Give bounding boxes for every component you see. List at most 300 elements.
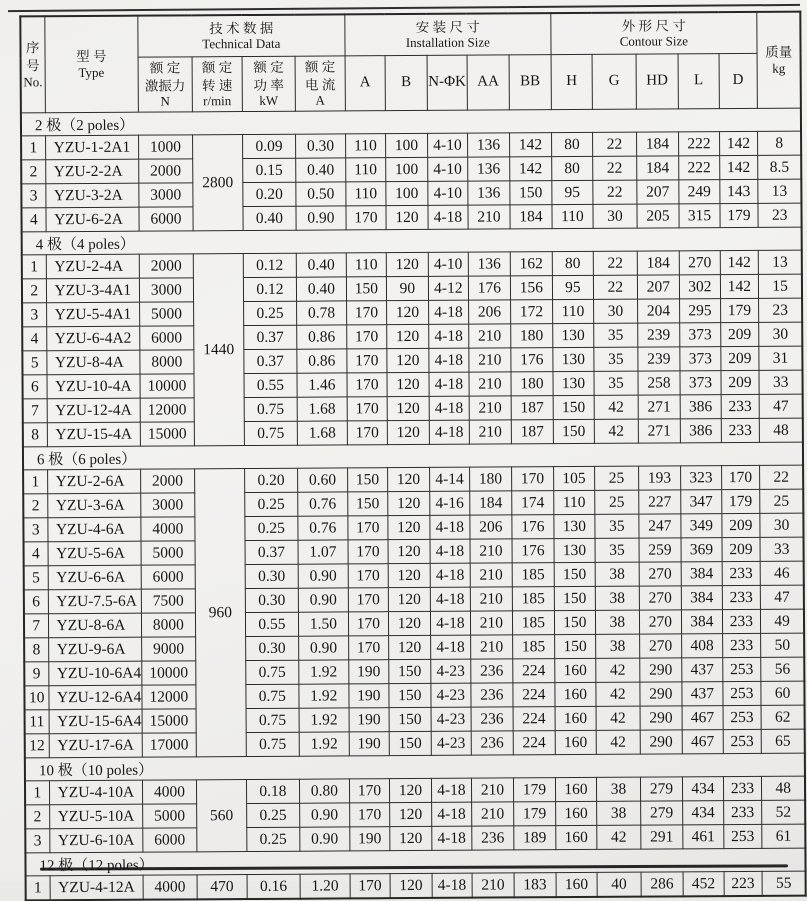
- spec-cell: 253: [723, 681, 761, 705]
- spec-cell: 6000: [143, 828, 197, 852]
- spec-cell: 38: [595, 562, 639, 586]
- spec-cell: 233: [722, 609, 760, 633]
- spec-cell: 150: [389, 683, 431, 707]
- spec-cell: 323: [680, 466, 721, 490]
- spec-cell: 185: [512, 563, 554, 587]
- spec-cell: 0.55: [244, 373, 297, 397]
- spec-cell: 4-18: [430, 587, 470, 611]
- spec-cell: 4-18: [430, 515, 470, 539]
- spec-cell: 236: [471, 683, 513, 707]
- spec-cell: 0.25: [243, 301, 296, 325]
- spec-cell: 295: [679, 299, 720, 323]
- spec-cell: 120: [388, 635, 430, 659]
- spec-cell: 210: [470, 635, 512, 659]
- spec-cell: 224: [513, 683, 555, 707]
- spec-cell: 253: [723, 705, 761, 729]
- spec-cell: 2: [21, 160, 45, 184]
- spec-cell: 271: [638, 419, 680, 443]
- header-text-line: kg: [772, 60, 786, 76]
- spec-cell: 100: [386, 181, 428, 205]
- spec-cell: YZU-8-4A: [46, 350, 140, 375]
- spec-cell: 130: [553, 347, 594, 371]
- spec-cell: 384: [681, 610, 722, 634]
- spec-cell: 162: [510, 252, 552, 276]
- spec-cell: YZU-1-2A1: [45, 135, 139, 160]
- spec-cell: 160: [555, 730, 596, 754]
- spec-cell: 2000: [139, 159, 193, 183]
- spec-cell: 0.78: [296, 301, 346, 325]
- spec-cell: 30: [760, 513, 804, 537]
- spec-cell: 236: [471, 707, 513, 731]
- col-subheader-7: [467, 55, 509, 110]
- spec-cell: 170: [349, 779, 389, 803]
- group-header-2: [551, 12, 757, 55]
- spec-cell: 0.18: [246, 779, 299, 803]
- spec-cell: 143: [720, 179, 758, 203]
- header-text-line: H: [566, 73, 578, 90]
- spec-cell: 1: [23, 470, 47, 494]
- spec-cell: 258: [638, 371, 680, 395]
- group-header-0: [138, 14, 345, 57]
- spec-cell: 4-12: [428, 276, 468, 300]
- spec-cell: 170: [348, 636, 388, 660]
- spec-cell: 11: [25, 710, 49, 734]
- spec-cell: 120: [387, 324, 429, 348]
- spec-cell: 48: [759, 418, 803, 442]
- spec-cell: 136: [467, 133, 509, 157]
- col-subheader-8: [509, 55, 551, 110]
- spec-cell: 373: [680, 347, 721, 371]
- spec-cell: YZU-12-6A4: [48, 685, 142, 710]
- spec-cell: 170: [346, 206, 386, 230]
- spec-cell: 4-18: [430, 611, 470, 635]
- spec-cell: 222: [679, 156, 720, 180]
- spec-cell: 4-10: [428, 157, 468, 181]
- spec-cell: 253: [723, 729, 761, 753]
- col-subheader-13: [719, 53, 757, 108]
- spec-cell: 170: [347, 325, 387, 349]
- spec-cell: YZU-5-4A1: [46, 302, 140, 327]
- spec-cell: 1.92: [299, 660, 349, 684]
- spec-cell: 467: [682, 706, 723, 730]
- spec-cell: 110: [345, 134, 385, 158]
- spec-cell: 0.75: [246, 732, 299, 756]
- header-text-line: BB: [520, 73, 541, 90]
- spec-cell: 180: [511, 372, 553, 396]
- spec-cell: 170: [348, 516, 388, 540]
- spec-cell: 65: [761, 729, 805, 753]
- spec-cell: 0.55: [245, 612, 298, 636]
- section-header-1: 4 极（4 poles）: [22, 227, 803, 255]
- spec-cell: 193: [638, 466, 680, 490]
- spec-cell: 270: [639, 586, 681, 610]
- spec-cell: 461: [683, 825, 724, 849]
- col-header-mass: [757, 12, 802, 109]
- spec-cell: 190: [349, 732, 389, 756]
- spec-cell: 50: [760, 633, 804, 657]
- spec-cell: 110: [346, 253, 386, 277]
- spec-cell: 223: [724, 871, 762, 896]
- spec-cell: 142: [720, 274, 758, 298]
- spec-cell: 176: [511, 348, 553, 372]
- spec-cell: 0.60: [297, 468, 347, 492]
- spec-cell: YZU-12-4A: [47, 398, 141, 423]
- spec-cell: 302: [679, 275, 720, 299]
- spec-cell: 120: [386, 205, 428, 229]
- spec-cell: 22: [592, 132, 636, 156]
- spec-cell: YZU-4-6A: [47, 517, 141, 542]
- spec-cell: 47: [760, 585, 804, 609]
- spec-cell: 120: [387, 396, 429, 420]
- spec-cell: YZU-8-6A: [48, 613, 142, 638]
- spec-cell: 170: [346, 301, 386, 325]
- spec-cell: 42: [596, 730, 640, 754]
- spec-cell: 142: [719, 131, 757, 155]
- header-text-line: Type: [78, 64, 105, 80]
- spec-cell: 90: [386, 276, 428, 300]
- spec-cell: 7: [23, 399, 47, 423]
- spec-cell: 239: [638, 323, 680, 347]
- spec-cell: 0.12: [243, 277, 296, 301]
- spec-cell: YZU-6-6A: [48, 565, 142, 590]
- spec-cell: 42: [596, 706, 640, 730]
- spec-cell: 0.25: [245, 516, 298, 540]
- spec-cell: 270: [639, 634, 681, 658]
- spec-cell: 4-18: [430, 563, 470, 587]
- spec-cell: 437: [682, 658, 723, 682]
- spec-cell: 22: [593, 180, 637, 204]
- spec-cell: 1: [25, 781, 49, 805]
- spec-cell: 150: [346, 277, 386, 301]
- spec-cell: 0.76: [298, 492, 348, 516]
- section-header-0: 2 极（2 poles）: [21, 108, 802, 136]
- header-text-line: AA: [477, 73, 499, 90]
- spec-cell: 1.92: [299, 708, 349, 732]
- speed-cell: 1440: [193, 254, 244, 446]
- col-header-type: [44, 16, 138, 113]
- spec-cell: 3000: [139, 183, 193, 207]
- spec-cell: 13: [758, 179, 802, 203]
- spec-cell: 4-18: [431, 778, 471, 802]
- spec-cell: 2000: [139, 254, 193, 278]
- spec-cell: 10000: [140, 374, 194, 398]
- spec-cell: 160: [555, 706, 596, 730]
- spec-cell: 142: [720, 250, 758, 274]
- spec-cell: 3: [23, 518, 47, 542]
- spec-cell: 270: [639, 562, 681, 586]
- spec-cell: 15000: [140, 422, 194, 446]
- spec-cell: YZU-15-6A4: [49, 709, 143, 734]
- spec-cell: 120: [390, 826, 432, 850]
- spec-cell: 136: [468, 157, 510, 181]
- spec-cell: 7500: [141, 589, 195, 613]
- spec-cell: 4-18: [432, 826, 472, 850]
- header-text-line: B: [401, 74, 412, 91]
- spec-cell: 142: [510, 157, 552, 181]
- spec-cell: 15000: [142, 709, 196, 733]
- spec-cell: 4-23: [431, 683, 471, 707]
- header-text-line: A: [315, 92, 325, 108]
- spec-cell: 120: [390, 873, 432, 898]
- spec-cell: YZU-9-6A: [48, 637, 142, 662]
- spec-cell: 179: [722, 489, 760, 513]
- spec-cell: 210: [468, 205, 510, 229]
- spec-cell: 236: [471, 731, 513, 755]
- spec-cell: 279: [640, 777, 682, 801]
- spec-cell: 120: [387, 372, 429, 396]
- spec-cell: 38: [596, 777, 640, 801]
- spec-cell: 136: [468, 181, 510, 205]
- spec-cell: 35: [594, 323, 638, 347]
- spec-cell: 35: [595, 514, 639, 538]
- spec-cell: 170: [347, 421, 387, 445]
- spec-cell: 467: [682, 730, 723, 754]
- spec-cell: 184: [637, 251, 679, 275]
- spec-cell: 0.90: [296, 206, 346, 230]
- header-text-line: 额 定: [149, 60, 181, 76]
- spec-cell: 3: [21, 184, 45, 208]
- spec-cell: 253: [723, 657, 761, 681]
- spec-cell: 4-18: [428, 300, 468, 324]
- spec-cell: 0.90: [299, 803, 349, 827]
- spec-cell: 0.25: [246, 803, 299, 827]
- spec-cell: 0.09: [242, 134, 295, 158]
- spec-cell: 0.20: [244, 468, 297, 492]
- spec-cell: 224: [513, 707, 555, 731]
- spec-cell: 179: [513, 778, 555, 802]
- spec-cell: 4-14: [429, 467, 469, 491]
- spec-cell: 23: [758, 203, 802, 227]
- spec-cell: 0.25: [245, 492, 298, 516]
- spec-cell: 4-23: [431, 707, 471, 731]
- spec-cell: 210: [469, 420, 511, 444]
- spec-cell: 4-16: [430, 491, 470, 515]
- spec-cell: 349: [681, 514, 722, 538]
- spec-cell: 160: [556, 825, 597, 849]
- col-header-no: [20, 16, 45, 113]
- spec-cell: 210: [469, 324, 511, 348]
- spec-cell: 150: [389, 707, 431, 731]
- spec-cell: 172: [510, 300, 552, 324]
- spec-cell: 373: [680, 371, 721, 395]
- spec-cell: 0.37: [245, 540, 298, 564]
- spec-cell: 210: [469, 372, 511, 396]
- header-text-line: 转 速: [201, 77, 233, 93]
- spec-cell: 120: [386, 300, 428, 324]
- spec-cell: 176: [468, 276, 510, 300]
- spec-cell: 373: [680, 323, 721, 347]
- spec-cell: 170: [350, 874, 390, 899]
- spec-cell: YZU-10-6A4: [48, 661, 142, 686]
- spec-cell: 100: [386, 157, 428, 181]
- spec-cell: 0.50: [296, 182, 346, 206]
- spec-cell: 0.30: [245, 564, 298, 588]
- spec-cell: 22: [593, 156, 637, 180]
- spec-cell: 4-18: [428, 205, 468, 229]
- spec-cell: 1.50: [298, 612, 348, 636]
- spec-cell: 110: [346, 158, 386, 182]
- spec-cell: 120: [388, 539, 430, 563]
- spec-cell: 170: [348, 612, 388, 636]
- col-subheader-12: [678, 54, 719, 109]
- spec-cell: 120: [388, 491, 430, 515]
- spec-cell: 176: [512, 539, 554, 563]
- spec-cell: 437: [682, 682, 723, 706]
- spec-cell: 270: [679, 251, 720, 275]
- spec-cell: YZU-3-2A: [45, 183, 139, 208]
- spec-cell: 95: [552, 180, 593, 204]
- spec-cell: 185: [512, 587, 554, 611]
- spec-cell: 0.20: [243, 182, 296, 206]
- spec-cell: 209: [721, 370, 759, 394]
- spec-cell: 206: [470, 515, 512, 539]
- spec-cell: 206: [468, 300, 510, 324]
- col-subheader-1: [192, 57, 242, 112]
- spec-cell: 0.86: [297, 349, 347, 373]
- col-subheader-6: [427, 55, 467, 110]
- spec-cell: 110: [552, 204, 593, 228]
- col-subheader-10: [592, 54, 636, 109]
- spec-cell: 42: [594, 419, 638, 443]
- spec-cell: 184: [470, 491, 512, 515]
- spec-cell: 22: [593, 275, 637, 299]
- spec-cell: YZU-6-4A2: [46, 326, 140, 351]
- spec-cell: 120: [388, 611, 430, 635]
- spec-cell: 4-18: [429, 372, 469, 396]
- spec-cell: 224: [513, 659, 555, 683]
- spec-cell: 42: [597, 825, 641, 849]
- datasheet-table-wrapper: [19, 11, 807, 901]
- spec-cell: 279: [640, 801, 682, 825]
- spec-cell: 120: [388, 563, 430, 587]
- spec-cell: 4-23: [431, 659, 471, 683]
- spec-cell: 30: [759, 322, 803, 346]
- spec-cell: 0.40: [296, 277, 346, 301]
- spec-cell: 2000: [140, 469, 194, 493]
- spec-cell: 210: [469, 396, 511, 420]
- spec-cell: 3000: [141, 493, 195, 517]
- group-header-zh: 外 形 尺 寸: [621, 18, 686, 34]
- header-text-line: 额 定: [201, 60, 233, 76]
- spec-cell: 0.12: [243, 253, 296, 277]
- spec-cell: 4000: [142, 780, 196, 804]
- spec-cell: 130: [553, 371, 594, 395]
- spec-cell: 271: [638, 395, 680, 419]
- spec-cell: 4: [21, 208, 45, 232]
- spec-cell: 452: [683, 872, 724, 897]
- spec-cell: 61: [762, 824, 806, 848]
- spec-cell: YZU-6-10A: [49, 828, 143, 853]
- spec-cell: 184: [637, 156, 679, 180]
- spec-cell: 142: [720, 155, 758, 179]
- spec-cell: 42: [596, 682, 640, 706]
- spec-cell: 290: [640, 682, 682, 706]
- spec-cell: 0.86: [297, 325, 347, 349]
- spec-cell: 207: [637, 275, 679, 299]
- group-header-en: Technical Data: [202, 36, 281, 52]
- spec-cell: 4-18: [429, 396, 469, 420]
- spec-cell: 23: [758, 298, 802, 322]
- header-text-line: 额 定: [253, 59, 284, 75]
- header-text-line: HD: [646, 72, 668, 89]
- header-text-line: G: [608, 73, 620, 90]
- spec-cell: 204: [637, 299, 679, 323]
- spec-cell: 1.20: [300, 874, 350, 899]
- spec-cell: 176: [512, 515, 554, 539]
- spec-cell: 210: [471, 802, 513, 826]
- spec-cell: 12: [25, 734, 49, 758]
- header-text-line: No.: [23, 73, 43, 89]
- spec-cell: 0.75: [246, 660, 299, 684]
- spec-cell: YZU-4-10A: [49, 780, 143, 805]
- spec-cell: 1.68: [297, 397, 347, 421]
- spec-cell: 1: [26, 876, 50, 901]
- spec-cell: 6000: [141, 565, 195, 589]
- header-text-line: 质量: [765, 44, 793, 61]
- spec-cell: 4-18: [431, 802, 471, 826]
- spec-cell: 7: [24, 614, 48, 638]
- spec-cell: 190: [350, 827, 390, 851]
- spec-cell: 48: [761, 776, 805, 800]
- spec-cell: 33: [759, 370, 803, 394]
- spec-cell: 62: [761, 705, 805, 729]
- spec-cell: 1: [21, 136, 45, 160]
- spec-cell: 40: [597, 872, 641, 897]
- header-text-line: 激振力: [144, 77, 186, 94]
- spec-cell: 270: [639, 610, 681, 634]
- spec-cell: 0.37: [244, 349, 297, 373]
- spec-cell: 12000: [140, 398, 194, 422]
- spec-cell: 38: [595, 610, 639, 634]
- spec-cell: 1.92: [299, 684, 349, 708]
- spec-cell: 110: [346, 182, 386, 206]
- spec-cell: 150: [553, 395, 594, 419]
- spec-cell: 210: [470, 611, 512, 635]
- spec-cell: 210: [469, 348, 511, 372]
- spec-cell: 0.76: [298, 516, 348, 540]
- spec-cell: 120: [389, 778, 431, 802]
- spec-cell: 408: [681, 634, 722, 658]
- spec-cell: 150: [554, 634, 595, 658]
- spec-cell: 42: [596, 658, 640, 682]
- spec-cell: 47: [759, 394, 803, 418]
- speed-cell: 560: [196, 780, 246, 852]
- spec-cell: 150: [554, 610, 595, 634]
- spec-cell: 210: [470, 587, 512, 611]
- spec-cell: 3: [25, 829, 49, 853]
- header-text-line: N-ΦK: [428, 74, 466, 91]
- spec-cell: 170: [721, 465, 759, 489]
- section-header-3: 10 极（10 poles）: [25, 753, 806, 781]
- spec-cell: 8000: [141, 613, 195, 637]
- spec-cell: 315: [679, 204, 720, 228]
- spec-cell: 52: [761, 800, 805, 824]
- spec-cell: 105: [553, 466, 594, 490]
- spec-cell: 239: [638, 347, 680, 371]
- spec-cell: 227: [639, 490, 681, 514]
- spec-cell: 3: [22, 303, 46, 327]
- header-text-line: 序: [25, 40, 40, 56]
- spec-cell: 347: [681, 490, 722, 514]
- spec-cell: 4000: [143, 875, 197, 900]
- spec-cell: 1: [22, 255, 46, 279]
- spec-cell: 95: [552, 275, 593, 299]
- spec-cell: 170: [348, 540, 388, 564]
- spec-cell: 120: [387, 348, 429, 372]
- spec-cell: 170: [348, 564, 388, 588]
- spec-cell: 80: [551, 132, 592, 156]
- spec-cell: 150: [348, 492, 388, 516]
